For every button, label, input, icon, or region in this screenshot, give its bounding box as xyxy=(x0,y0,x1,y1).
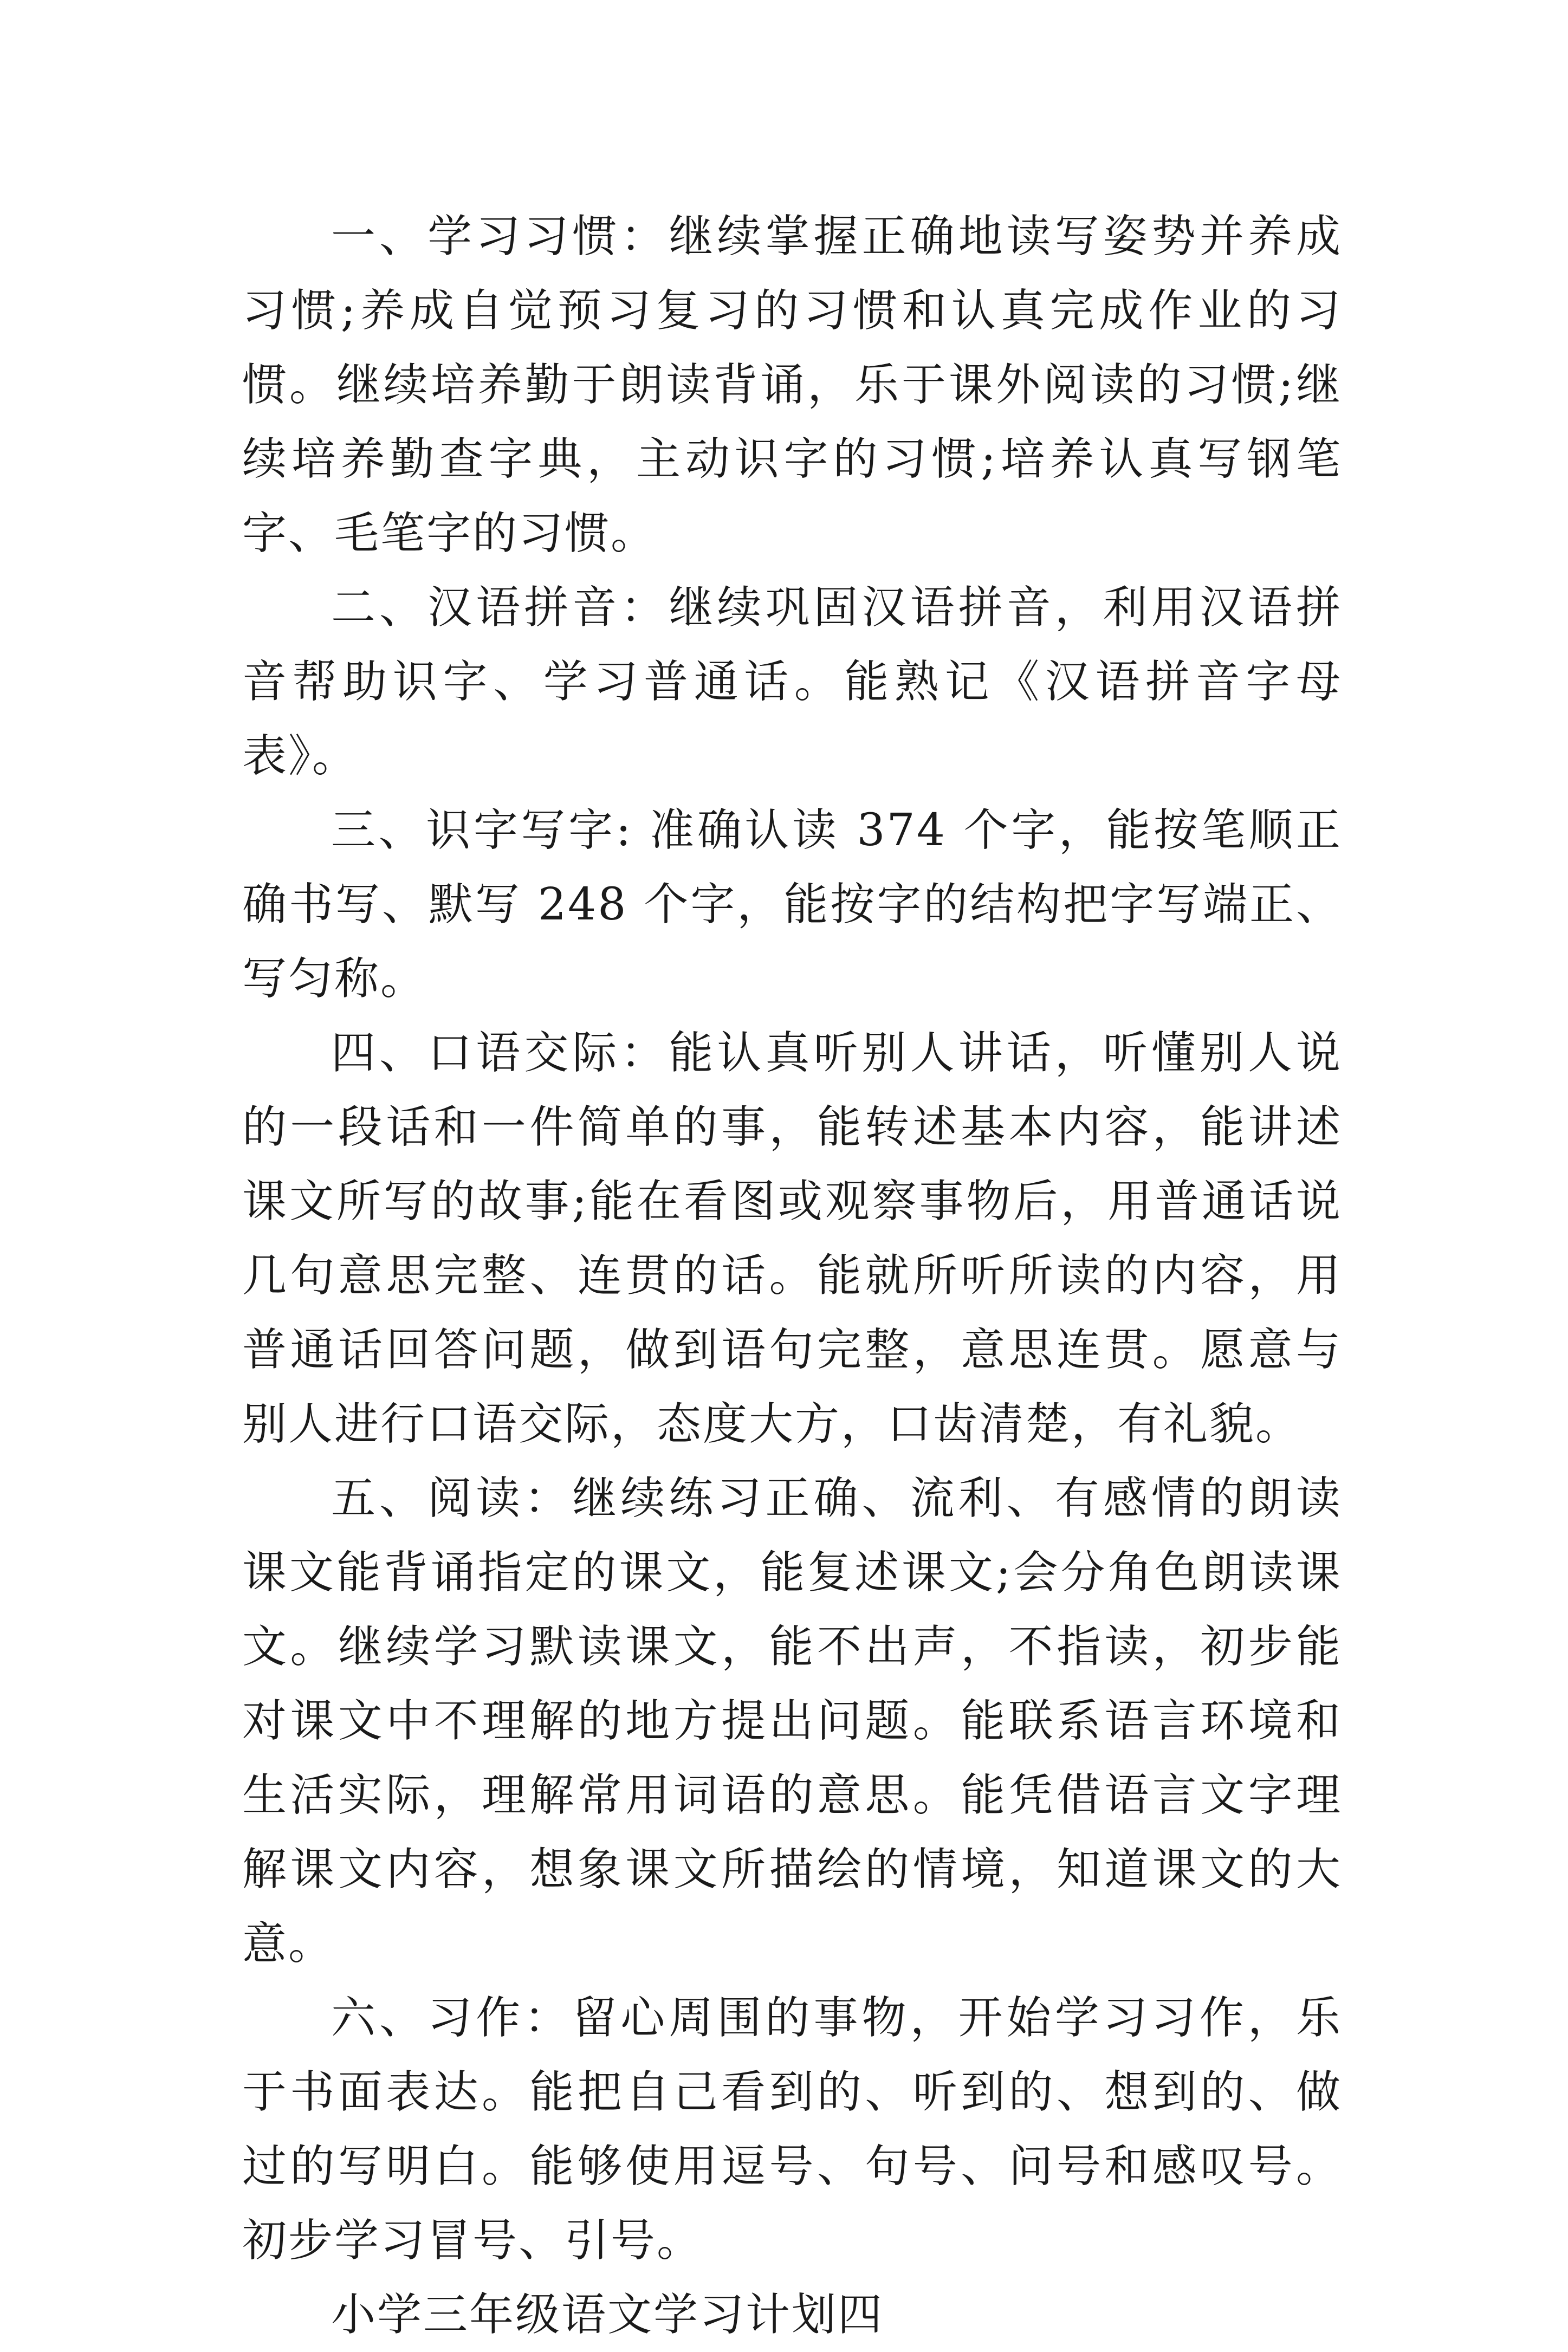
paragraph-study-habits: 一、学习习惯：继续掌握正确地读写姿势并养成习惯;养成自觉预习复习的习惯和认真完成作业的习惯。继续培养勤于朗读背诵，乐于课外阅读的习惯;继续培养勤查字典，主动识字的习惯;培养认真写钢笔字、毛笔字的习惯。 xyxy=(242,211,1342,559)
paragraph-character-writing: 三、识字写字: 准确认读 374 个字，能按笔顺正确书写、默写 248 个字，能按字的结构把字写端正、写匀称。 xyxy=(242,805,1342,1005)
paragraph-pinyin: 二、汉语拼音：继续巩固汉语拼音，利用汉语拼音帮助识字、学习普通话。能熟记《汉语拼音字母表》。 xyxy=(242,582,1342,782)
document-body xyxy=(242,199,1342,2352)
paragraph-oral-communication: 四、口语交际：能认真听别人讲话，听懂别人说的一段话和一件简单的事，能转述基本内容，能讲述课文所写的故事;能在看图或观察事物后，用普通话说几句意思完整、连贯的话。能就所听所读的内容，用普通话回答问题，做到语句完整，意思连贯。愿意与别人进行口语交际，态度大方，口齿清楚，有礼貌。 xyxy=(242,1027,1342,1450)
paragraph-writing: 六、习作：留心周围的事物，开始学习习作，乐于书面表达。能把自己看到的、听到的、想到的、做过的写明白。能够使用逗号、句号、问号和感叹号。初步学习冒号、引号。 xyxy=(242,1992,1342,2266)
section-heading-plan-four: 小学三年级语文学习计划四 xyxy=(331,2289,884,2341)
paragraph-reading: 五、阅读：继续练习正确、流利、有感情的朗读课文能背诵指定的课文，能复述课文;会分角色朗读课文。继续学习默读课文，能不出声，不指读，初步能对课文中不理解的地方提出问题。能联系语言环境和生活实际，理解常用词语的意思。能凭借语言文字理解课文内容，想象课文所描绘的情境，知道课文的大意。 xyxy=(242,1473,1342,1969)
